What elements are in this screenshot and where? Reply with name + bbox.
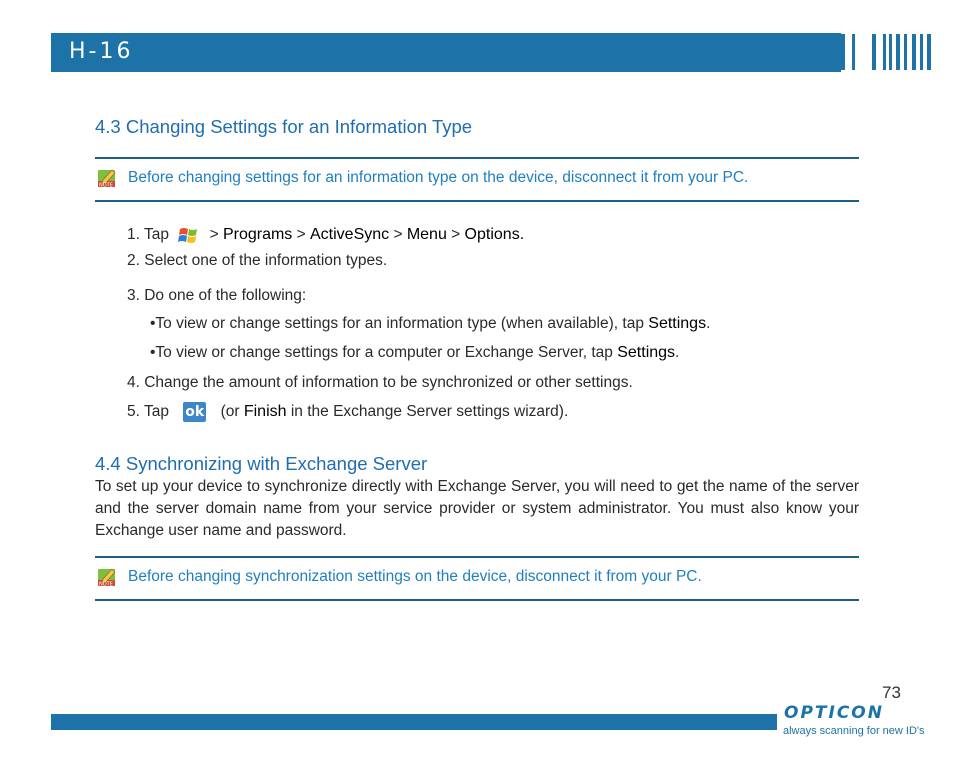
programs-label: Programs: [222, 226, 293, 244]
settings-label: Settings: [617, 344, 676, 361]
tagline: always scanning for new ID's: [783, 725, 925, 737]
activesync-label: ActiveSync: [310, 226, 390, 244]
menu-label: Menu: [406, 226, 447, 244]
note-box: [95, 157, 859, 202]
step-5-number: 5. Tap: [127, 403, 169, 421]
note-icon: [97, 567, 117, 587]
finish-label: Finish: [243, 403, 287, 421]
section-title-4-3: 4.3 Changing Settings for an Information Type: [95, 116, 473, 137]
note-text: Before changing synchronization settings on the device, disconnect it from your PC.: [128, 568, 702, 585]
opticon-logo: OPTICON: [784, 703, 884, 723]
barcode-graphic: [729, 34, 935, 70]
period: .: [675, 344, 680, 361]
step-2: 2. Select one of the information types.: [127, 252, 388, 269]
page-number: 73: [882, 683, 901, 702]
bullet-2-text: •To view or change settings for a computer or Exchange Server, tap: [150, 344, 613, 361]
settings-label: Settings: [648, 315, 707, 332]
footer-bar: [51, 714, 777, 730]
header-title: H-16: [69, 39, 134, 64]
options-label: Options.: [464, 226, 525, 244]
svg-text:NOTE: NOTE: [99, 581, 113, 587]
step-5-post: in the Exchange Server settings wizard).: [290, 403, 569, 421]
bullet-1: [150, 315, 710, 333]
separator: >: [209, 226, 219, 244]
separator: >: [296, 226, 306, 244]
bullet-1-text: •To view or change settings for an information type (when available), tap: [150, 315, 644, 332]
step-5-pre: (or: [220, 403, 240, 421]
step-4: 4. Change the amount of information to be synchronized or other settings.: [127, 374, 633, 391]
note-text: Before changing settings for an information type on the device, disconnect it from your PC.: [128, 169, 749, 186]
section-title-4-4: 4.4 Synchronizing with Exchange Server: [95, 453, 428, 474]
bullet-2: [150, 344, 679, 362]
separator: >: [451, 226, 461, 244]
windows-start-icon: [177, 224, 201, 246]
ok-button-icon: ok: [183, 402, 206, 422]
step-3: 3. Do one of the following:: [127, 287, 307, 304]
separator: >: [393, 226, 403, 244]
header-bar: [51, 33, 841, 72]
step-1: [127, 224, 524, 246]
note-box: [95, 556, 859, 601]
step-1-number: 1. Tap: [127, 226, 169, 244]
svg-text:NOTE: NOTE: [99, 182, 113, 188]
section-4-4-paragraph: To set up your device to synchronize directly with Exchange Server, you will need to get the name of the server and the server domain name from your service provider or system administrator. You must also know your Exchange user name and password.: [95, 478, 859, 539]
period: .: [706, 315, 711, 332]
note-icon: [97, 168, 117, 188]
step-5: [127, 402, 568, 422]
